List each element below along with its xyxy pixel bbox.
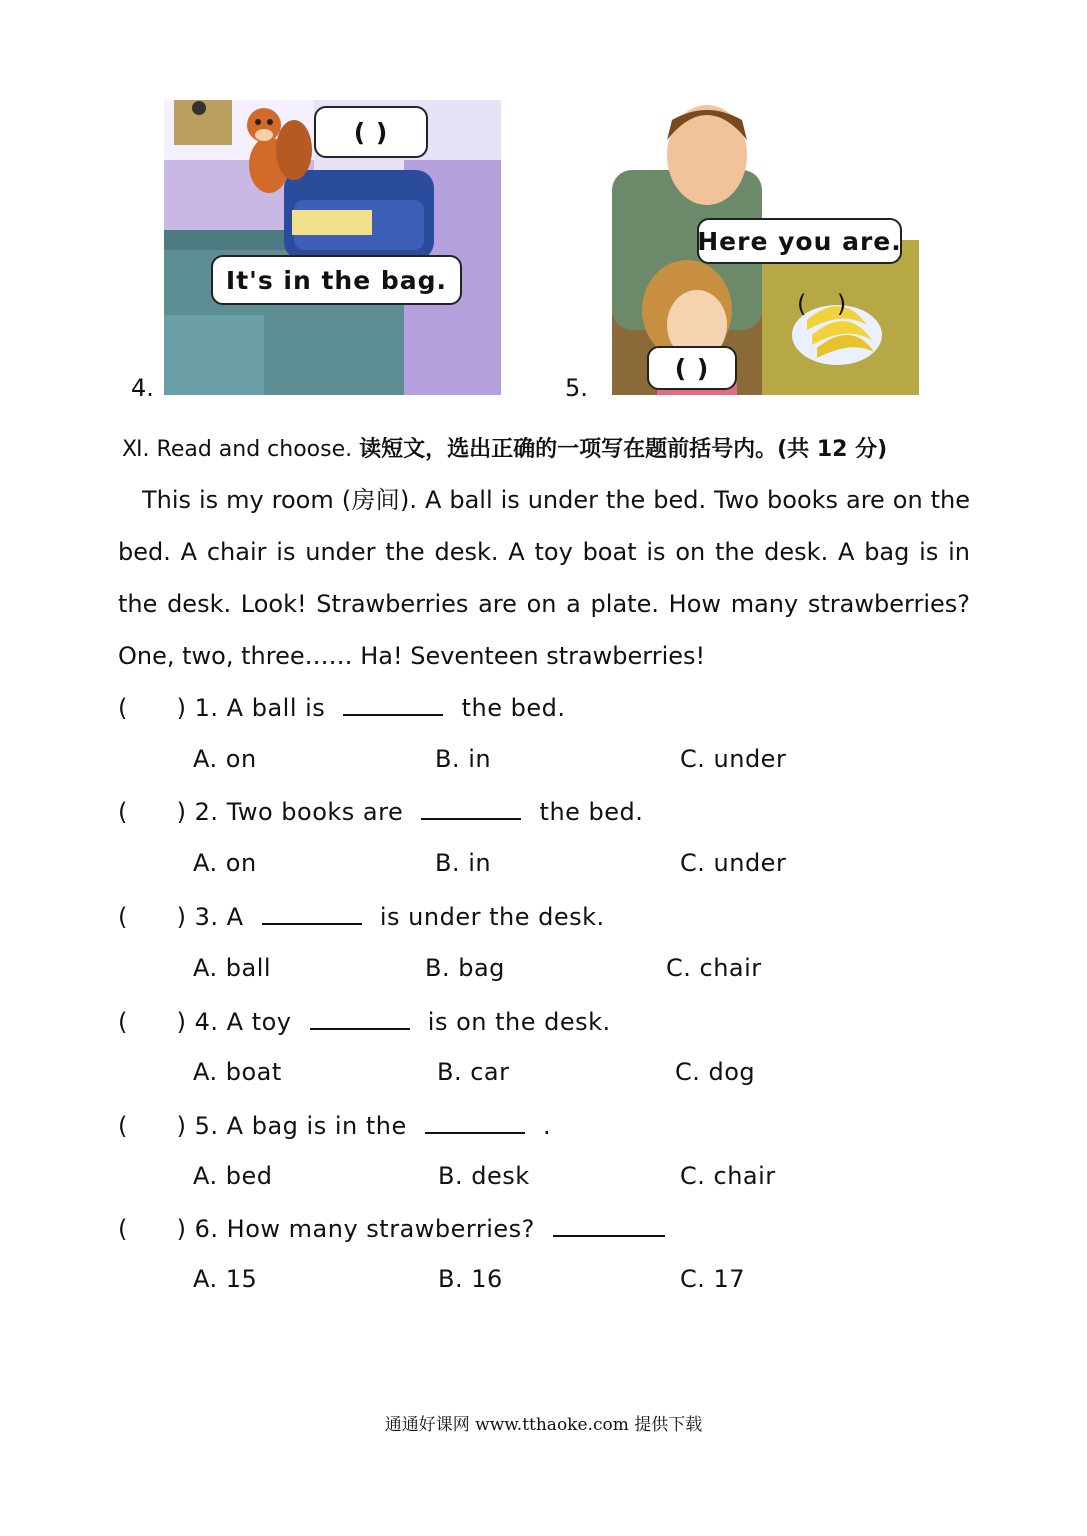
banana-answer-bracket: ( ) [797, 290, 847, 318]
option-c: C. dog [675, 1058, 756, 1086]
picture-number-5: 5. [565, 374, 588, 402]
question-text-end: . [543, 1112, 552, 1140]
option-a: A. ball [193, 954, 272, 982]
answer-blank [343, 692, 443, 716]
bubble-its-in-the-bag: It's in the bag. [211, 255, 462, 305]
option-b: B. in [435, 745, 492, 773]
option-a: A. boat [193, 1058, 282, 1086]
question-1 [118, 692, 565, 722]
bubble-here-you-are: Here you are. [697, 218, 902, 264]
question-text-end: the bed. [461, 694, 566, 722]
question-2 [118, 796, 643, 826]
answer-bracket[interactable]: ( ) [118, 798, 187, 826]
option-b: B. 16 [438, 1265, 503, 1293]
option-a: A. bed [193, 1162, 273, 1190]
question-text: 5. A bag is in the [194, 1112, 407, 1140]
question-text-end: the bed. [539, 798, 644, 826]
heading-cn: 读短文，选出正确的一项写在题前括号内。(共 12 分) [359, 437, 888, 462]
question-5 [118, 1110, 551, 1140]
option-a: A. 15 [193, 1265, 258, 1293]
option-b: B. in [435, 849, 492, 877]
question-text: 3. A [194, 903, 244, 931]
question-text-end: is under the desk. [379, 903, 605, 931]
option-a: A. on [193, 849, 257, 877]
option-c: C. chair [666, 954, 762, 982]
section-heading [122, 432, 887, 463]
question-text-end: is on the desk. [427, 1008, 611, 1036]
bubble-answer-4: ( ) [314, 106, 428, 158]
bubble-answer-5: ( ) [647, 346, 737, 390]
answer-bracket[interactable]: ( ) [118, 1215, 187, 1243]
option-c: C. 17 [680, 1265, 746, 1293]
answer-blank [425, 1110, 525, 1134]
reading-passage [118, 474, 970, 682]
option-c: C. under [680, 849, 787, 877]
answer-blank [421, 796, 521, 820]
footer-credit: 通通好课网 www.tthaoke.com 提供下载 [384, 1415, 703, 1435]
answer-blank [262, 901, 362, 925]
answer-bracket[interactable]: ( ) [118, 694, 187, 722]
passage-text: This is my room (房间). A ball is under the bed. Two books are on the bed. A chair is under the desk. A toy boat is on the desk. A bag is in the desk. Look! Strawberries are on a plate. How many strawberries? One, two, three…… Ha! Seventeen strawberries! [118, 486, 970, 670]
heading-en: Ⅺ. Read and choose. [122, 437, 353, 462]
question-text: 6. How many strawberries? [194, 1215, 535, 1243]
question-4 [118, 1006, 611, 1036]
option-a: A. on [193, 745, 257, 773]
answer-bracket[interactable]: ( ) [118, 1112, 187, 1140]
option-b: B. bag [425, 954, 505, 982]
question-3 [118, 901, 605, 931]
question-text: 2. Two books are [194, 798, 404, 826]
answer-bracket[interactable]: ( ) [118, 903, 187, 931]
answer-blank [553, 1213, 665, 1237]
option-b: B. desk [438, 1162, 530, 1190]
picture-number-4: 4. [131, 374, 154, 402]
question-text: 1. A ball is [194, 694, 326, 722]
question-text: 4. A toy [194, 1008, 292, 1036]
question-6 [118, 1213, 675, 1243]
answer-blank [310, 1006, 410, 1030]
option-c: C. under [680, 745, 787, 773]
answer-bracket[interactable]: ( ) [118, 1008, 187, 1036]
option-c: C. chair [680, 1162, 776, 1190]
option-b: B. car [437, 1058, 510, 1086]
